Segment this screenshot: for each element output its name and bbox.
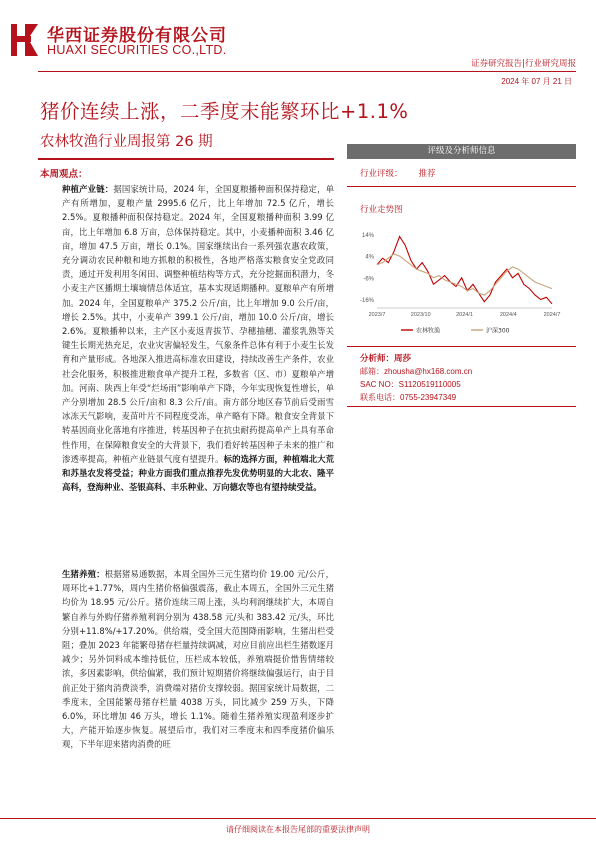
industry-rating — [360, 167, 436, 179]
sidebar-divider — [347, 346, 576, 347]
report-date: 2024 年 07 月 21 日 — [501, 77, 572, 86]
footer-disclaimer: 请仔细阅读在本报告尾部的重要法律声明 — [226, 825, 370, 834]
sidebar-divider — [347, 406, 576, 407]
report-subtitle: 农林牧渔行业周报第 26 期 — [40, 134, 213, 150]
paragraph-body: 根据猪易通数据，本周全国外三元生猪均价 19.00 元/公斤，周环比+1.77%，周内生猪价格偏强震荡，截止本周五，全国外三元生猪均价为 18.95 元/公斤。猪价连续三周上涨，头均利润继续扩大，本周自繁自养与外购仔猪养殖利润分别为 438.58 元/头和 383.42 元/头，环比分别+11.8%/+17.20%。供给端，受全国大范围降雨影响，生猪出栏受阻；叠加 2023 年能繁母猪存栏量持续调减，对应目前应出栏生猪数逐月减少；另外饲料成本维持低位，压栏成本较低，养殖端挺价惜售情绪较浓，多因素影响，供给偏紧，我们预计短期猪价将继续偏强运行，由于目前正处于猪肉消费淡季，消费端对猪价支撑较弱。据国家统计局数据，二季度末，全国能繁母猪存栏量 4038 万头，同比减少 259 万头，下降 6.0%，环比增加 46 万头，增长 1.1%。随着生猪养殖实现盈利逐步扩大，产能开始逐步恢复。展望后市，我们对三季度末和四季度猪价偏乐观，下半年迎来猪肉消费的旺 — [62, 569, 334, 750]
report-type: 证券研究报告|行业研究周报 — [471, 59, 576, 69]
y-tick-label: 14% — [361, 232, 374, 239]
rating-label: 行业评级： — [360, 169, 403, 179]
trend-chart-title: 行业走势图 — [360, 205, 403, 215]
legend-label: 沪深300 — [486, 327, 510, 335]
x-tick-label: 2024/7 — [543, 312, 561, 318]
analyst-name: 分析师：周莎 — [360, 354, 412, 364]
paragraph-planting — [62, 182, 334, 542]
industry-trend-chart — [347, 222, 576, 342]
sidebar-divider — [347, 186, 576, 187]
paragraph-lead: 种植产业链： — [62, 184, 114, 194]
y-tick-label: -6% — [363, 276, 374, 283]
paragraph-lead: 生猪养殖： — [62, 569, 105, 579]
paragraph-emphasis: 标的选择方面，种植端北大荒和苏垦农发将受益；种业方面我们重点推荐先发优势明显的大北农、隆平高科，登海种业、荃银高科、丰乐种业、万向德农等也有望持续受益。 — [62, 453, 334, 493]
x-tick-label: 2024/4 — [499, 312, 517, 318]
brand-name-en: HUAXI SECURITIES CO.,LTD. — [47, 43, 227, 57]
report-title: 猪价连续上涨，二季度末能繁环比+1.1% — [40, 100, 409, 123]
paragraph-pig-farming — [62, 567, 334, 789]
brand-name-cn: 华西证券股份有限公司 — [47, 26, 227, 46]
y-tick-label: 4% — [365, 254, 374, 261]
main-column-divider — [38, 158, 334, 160]
section-label: 本周观点： — [40, 169, 88, 180]
x-tick-label: 2023/7 — [368, 312, 386, 318]
series-line — [377, 237, 552, 304]
footer-divider — [0, 818, 596, 819]
y-tick-label: -16% — [359, 297, 374, 304]
header-divider — [38, 71, 576, 72]
x-tick-label: 2023/10 — [410, 312, 431, 318]
paragraph-body: 据国家统计局，2024 年，全国夏粮播种面积保持稳定，单产有所增加，夏粮产量 2995.6 亿斤，比上年增加 72.5 亿斤，增长 2.5%。夏粮播种面积保持稳定。2024 年，全国夏粮播种面积 3.99 亿亩，比上年增加 6.8 万亩，总体保持稳定。其中，小麦播种面积 3.46 亿亩，增加 47.5 万亩，增长 0.1%。国家继续出台一系列强农惠农政策，充分调动农民种粮和地方抓粮的积极性，各地严格落实粮食安全党政同责，通过开发利用冬闲田、调整种植结构等方式，充分挖掘面积潜力，冬小麦主产区播期土壤墒情总体适宜，基本实现适期播种。夏粮单产有所增加。2024 年，全国夏粮单产 375.2 公斤/亩，比上年增加 9.0 公斤/亩，增长 2.5%。其中，小麦单产 399.1 公斤/亩，增加 10.0 公斤/亩，增长 2.6%。夏粮播种以来，主产区小麦返青拔节、孕穗抽穗、灌浆乳熟等关键生长期光热充足，农业灾害偏轻发生，气象条件总体有利于小麦生长发育和产量形成。各地深入推进高标准农田建设，持续改善生产条件，农业社会化服务，积极推进粮食单产提升工程，多数省（区、市）夏粮单产增加。河南、陕西上年受“烂场雨”影响单产下降，今年实现恢复性增长，单产分别增加 28.5 公斤/亩和 8.3 公斤/亩。南方部分地区春节前后受雨雪冰冻天气影响，麦苗叶片不同程度受冻，单产略有下降。粮食安全背景下转基因商业化落地有序推进，转基因种子在抗虫耐药提高单产上具有革命性作用，在保障粮食安全的大背景下，我们看好转基因种子未来的推广和渗透率提高，种植产业链景气度有望提升。 — [62, 184, 334, 464]
x-tick-label: 2024/1 — [456, 312, 473, 318]
analyst-phone: 联系电话：0755-23947349 — [360, 393, 457, 402]
sidebar-title: 评级及分析师信息 — [347, 144, 576, 159]
huaxi-logo-icon — [8, 20, 44, 60]
series-line — [377, 254, 552, 295]
legend-label: 农林牧渔 — [416, 327, 441, 335]
rating-value: 推荐 — [418, 169, 436, 179]
analyst-email: 邮箱：zhousha@hx168.com.cn — [360, 367, 473, 376]
analyst-sac-number: SAC NO：S1120519110005 — [360, 380, 461, 389]
